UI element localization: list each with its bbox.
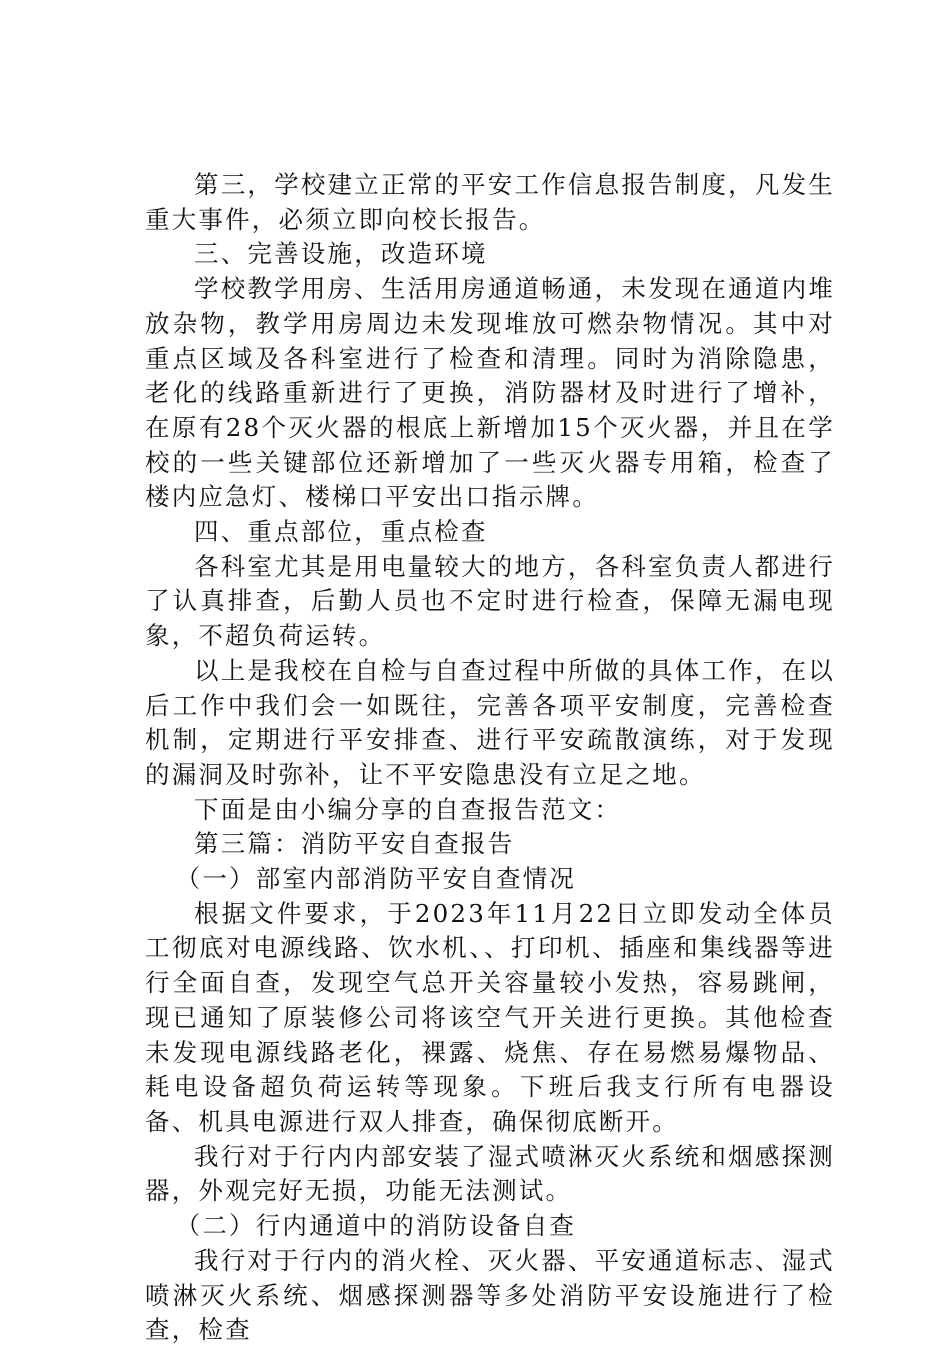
paragraph-facilities: 学校教学用房、生活用房通道畅通，未发现在通道内堆放杂物，教学用房周边未发现堆放可燃杂物情况。其中对重点区域及各科室进行了检查和清理。同时为消除隐患，老化的线路重新进行了更换，消防器材及时进行了增补，在原有28个灭火器的根底上新增加15个灭火器，并且在学校的一些关键部位还新增加了一些灭火器专用箱，检查了楼内应急灯、楼梯口平安出口指示牌。: [145, 274, 835, 512]
paragraph-sprinkler: 我行对于行内内部安装了湿式喷淋灭火系统和烟感探测器，外观完好无损，功能无法测试。: [145, 1141, 835, 1206]
section-heading-key-areas: 四、重点部位，重点检查: [194, 517, 488, 547]
paragraph-corridor-check: 我行对于行内的消火栓、灭火器、平安通道标志、湿式喷淋灭火系统、烟感探测器等多处消防平安设施进行了检查，检查: [145, 1245, 835, 1345]
subsection-heading-internal: （一）部室内部消防平安自查情况: [175, 864, 577, 894]
paragraph-internal-check: 根据文件要求，于2023年11月22日立即发动全体员工彻底对电源线路、饮水机、、打印机、插座和集线器等进行全面自查，发现空气总开关容量较小发热，容易跳闸，现已通知了原装修公司将该空气开关进行更换。其他检查未发现电源线路老化，裸露、烧焦、存在易燃易爆物品、耗电设备超负荷运转等现象。下班后我支行所有电器设备、机具电源进行双人排查，确保彻底断开。: [145, 898, 835, 1136]
paragraph-summary: 以上是我校在自检与自查过程中所做的具体工作，在以后工作中我们会一如既往，完善各项平安制度，完善检查机制，定期进行平安排查、进行平安疏散演练，对于发现的漏洞及时弥补，让不平安隐患没有立足之地。: [145, 655, 835, 789]
subsection-heading-corridor: （二）行内通道中的消防设备自查: [175, 1211, 577, 1241]
section-heading-facilities: 三、完善设施，改造环境: [194, 239, 488, 269]
paragraph-key-areas: 各科室尤其是用电量较大的地方，各科室负责人都进行了认真排查，后勤人员也不定时进行检查，保障无漏电现象，不超负荷运转。: [145, 551, 835, 651]
paragraph-intro-sample: 下面是由小编分享的自查报告范文：: [194, 794, 622, 824]
paragraph-report-system: 第三，学校建立正常的平安工作信息报告制度，凡发生重大事件，必须立即向校长报告。: [145, 170, 835, 234]
document-body: [145, 168, 835, 1348]
article-title-third: 第三篇：消防平安自查报告: [194, 829, 515, 859]
